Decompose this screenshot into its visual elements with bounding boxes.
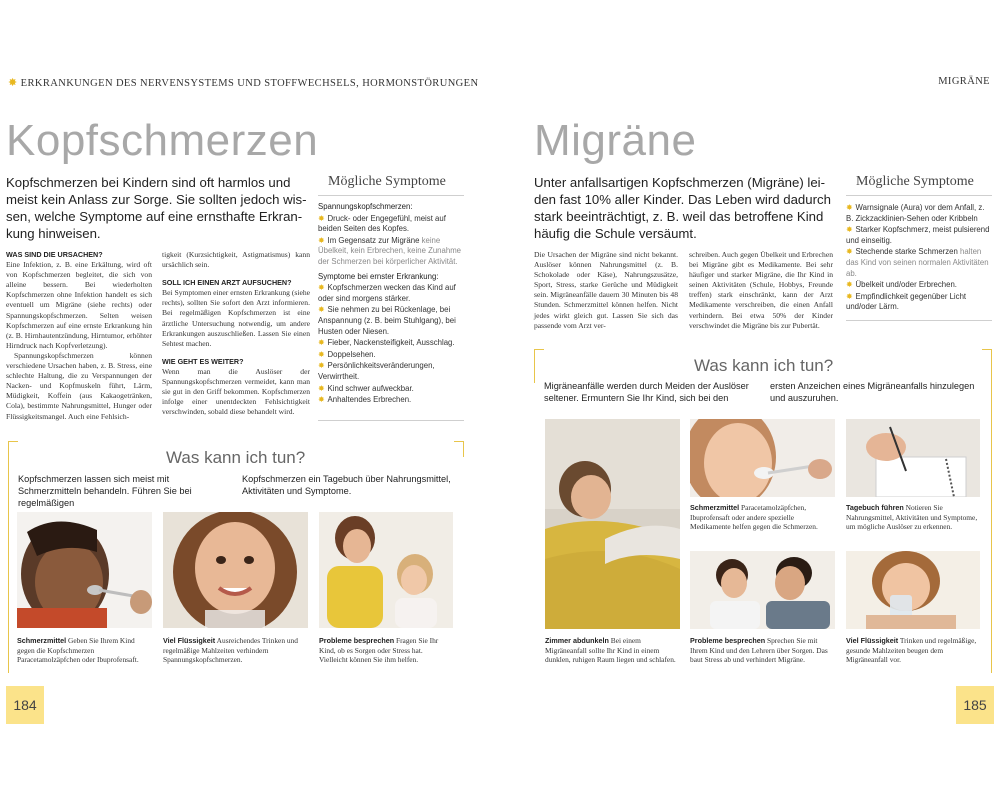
- running-head-left: ✸ ERKRANKUNGEN DES NERVENSYSTEMS UND STOFFWECHSELS, HORMONSTÖRUNGEN: [8, 77, 479, 89]
- right-page: [500, 0, 1000, 800]
- photo-girl-drinking-water: [846, 551, 980, 629]
- symptoms-title-left: Mögliche Symptome: [328, 174, 446, 189]
- caption-zimmer: Zimmer abdunkeln Bei einem Migräneanfall sollte Ihr Kind in einem dunklen, ruhigen Raum liegen und schlafen.: [545, 636, 676, 665]
- page-title-migraene: Migräne: [534, 116, 697, 165]
- caption-probleme-right: Probleme besprechen Sprechen Sie mit Ihrem Kind und den Lehrern über Sorgen. Das baut Stress ab und verhindert Migräne.: [690, 636, 828, 665]
- heading-arzt: SOLL ICH EINEN ARZT AUFSUCHEN?: [162, 278, 292, 288]
- body-column-2: tigkeit (Kurzsichtigkeit, Astigmatismus) kann ursächlich sein. SOLL ICH EINEN ARZT AUFSUCHEN? Bei Symptomen einer ernsten Erkrankung (siehe rechts), sollten Sie sofort den Arzt informieren. Bei regelmäßigen Kopfschmerzen ist eine ärztliche Untersuchung notwendig, um andere Erkrankungen auszuschließen. Lassen Sie einen Sehtest machen. WIE GEHT ES WEITER? Wenn man die Auslöser der Spannungskopfschmerzen vermeidet, kann man sie gut in den Griff bekommen. Kopfschmerzen infolge einer unentdeckten Fehlsichtigkeit verschwinden, sobald diese behandelt wird.: [162, 250, 310, 417]
- page-number-left: 184: [6, 686, 44, 724]
- list-item: ✸ Empfindlichkeit gegenüber Licht und/oder Lärm.: [846, 291, 967, 312]
- caption-tagebuch: Tagebuch führen Notieren Sie Nahrungsmittel, Aktivitäten und Symptome, um mögliche Auslöser zu erkennen.: [846, 503, 978, 532]
- photo-mother-child-talk: [319, 512, 453, 628]
- caption-fluessigkeit-right: Viel Flüssigkeit Trinken und regelmäßige, gesunde Mahlzeiten beugen dem Migräneanfall vor.: [846, 636, 977, 665]
- caption-fluessigkeit: Viel Flüssigkeit Ausreichendes Trinken und regelmäßige Mahlzeiten verhindern Spannungskopfschmerzen.: [163, 636, 298, 665]
- list-item: ✸ Übelkeit und/oder Erbrechen.: [846, 280, 957, 290]
- symptoms-title-right: Mögliche Symptome: [856, 174, 974, 189]
- wkt-intro-left-2: Kopfschmerzen ein Tagebuch über Nahrungsmittel, Aktivitäten und Symptome.: [242, 474, 451, 496]
- symptoms-box-right: [846, 195, 992, 321]
- body-column-3: Die Ursachen der Migräne sind nicht bekannt. Auslöser können Nahrungsmittel (z. B. Schokolade oder Käse), Nahrungszusätze, Sport, Stress, starke Gerüche und Müdigkeit sein. Migräneanfälle dauern 30 Minuten bis 48 Stunden. Schmerzmittel können helfen. Nicht jedes wirkt gleich gut. Lassen Sie sich das passende vom Arzt ver-: [534, 250, 678, 330]
- page-number-right: 185: [956, 686, 994, 724]
- list-item: ✸ Persönlichkeitsveränderungen, Verwirrtheit.: [318, 361, 435, 381]
- list-item: ✸ Kopfschmerzen wecken das Kind auf oder sind morgens stärker.: [318, 283, 456, 303]
- body-column-1: WAS SIND DIE URSACHEN? Eine Infektion, z. B. eine Erkältung, wird oft von Kopfschmerzen begleitet, die sich von alleine bessern. Bei wiederholten Kopfschmerzen ohne Infektion handelt es sich eventuell um Migräne (siehe rechts) oder Spannungskopfschmerzen. Selten weisen Kopfschmerzen auf eine ernste Erkrankung hin (z. B. Hirnhautentzündung, Hirntumor, erhöhter Hirndruck nach Kopfverletzung). Spannungskopfschmerzen können verschiedene Ursachen haben, z. B. Stress, eine schlechte Haltung, die zu Verspannungen der Nacken- und Kopfmuskeln führt, Lärm, Müdigkeit, Koffein (aus Kakaogetränken, Cola), bestimmte Nahrungsmittel, Hunger oder Flüssigkeitsmangel. Auch eine Fehlsich-: [6, 250, 152, 421]
- list-item: ✸ Fieber, Nackensteifigkeit, Ausschlag.: [318, 338, 455, 348]
- wkt-intro-right-2: ersten Anzeichen eines Migräneanfalls hinzulegen und auszuruhen.: [770, 381, 975, 403]
- list-item: ✸ Sie nehmen zu bei Rückenlage, bei Anspannung (z. B. beim Stuhlgang), bei Husten oder Niesen.: [318, 305, 456, 336]
- page-title-kopfschmerzen: Kopfschmerzen: [6, 116, 319, 165]
- photo-child-medicine: [17, 512, 152, 628]
- wkt-intro-left-1: Kopfschmerzen lassen sich meist mit Schmerzmitteln behandeln. Führen Sie bei regelmäßigen: [18, 474, 192, 508]
- photo-father-son-talk: [690, 551, 835, 629]
- list-item: ✸ Doppelsehen.: [318, 349, 376, 359]
- list-item: ✸ Anhaltendes Erbrechen.: [318, 395, 412, 405]
- photo-child-medicine-spoon: [690, 419, 835, 497]
- heading-weiter: WIE GEHT ES WEITER?: [162, 356, 244, 366]
- list-item: ✸ Starker Kopfschmerz, meist pulsierend und einseitig.: [846, 225, 990, 245]
- running-head-right: MIGRÄNE: [938, 76, 990, 87]
- caption-schmerzmittel-right: Schmerzmittel Paracetamolzäpfchen, Ibuprofensaft oder andere spezielle Medikamente helfen gegen die Schmerzen.: [690, 503, 818, 532]
- lead-paragraph-right: Unter anfallsartigen Kopfschmerzen (Migräne) lei- den fast 10% aller Kinder. Das Leben wird dadurch stark beeinträchtigt, z. B. weil das betroffene Kind häufig die Schule versäumt.: [534, 175, 831, 241]
- list-item: ✸ Im Gegensatz zur Migräne keine Übelkeit, kein Erbrechen, keine Zunahme der Schmerzen bei körperlicher Aktivität.: [318, 235, 462, 266]
- caption-schmerzmittel: Schmerzmittel Geben Sie Ihrem Kind gegen die Kopfschmerzen Paracetamolzäpfchen oder Ibuprofensaft.: [17, 636, 139, 665]
- list-item: ✸ Kind schwer aufweckbar.: [318, 383, 414, 393]
- symptoms-box-left: Spannungskopfschmerzen: ✸ Druck- oder Engegefühl, meist auf beiden Seiten des Kopfes. ✸ Im Gegensatz zur Migräne keine Übelkeit, kein Erbrechen, keine Zunahme der Schmerzen bei körperlicher Aktivität. Symptome bei ernster Erkrankung: ✸ Kopfschmerzen wecken das Kind auf oder sind morgens stärker. ✸ Sie nehmen zu bei Rückenlage, bei Anspannung (z. B. beim Stuhlgang), bei Husten oder Niesen. ✸ Fieber, Nackensteifigkeit, Ausschlag. ✸ Doppelsehen. ✸ Persönlichkeitsveränderungen, Verwirrtheit. ✸ Kind schwer aufweckbar. ✸ Anhaltendes Erbrechen.: [318, 195, 464, 421]
- lead-paragraph-left: Kopfschmerzen bei Kindern sind oft harmlos und meist kein Anlass zur Sorge. Sie sollten jedoch wis- sen, welche Symptome auf eine ernsthafte Erkran- kung hinweisen.: [6, 175, 307, 241]
- wkt-title-right: Was kann ich tun?: [694, 356, 834, 375]
- list-item: ✸ Warnsignale (Aura) vor dem Anfall, z. B. Zickzacklinien-Sehen oder Kribbeln: [846, 203, 985, 223]
- body-column-4: schreiben. Auch gegen Übelkeit und Erbrechen bei Migräne gibt es Medikamente. Bei sehr häufiger und starker Migräne, die Ihr Kind in seinen Aktivitäten (Schule, Hobbys, Freunde treffen) stark einschränkt, kann der Arzt Medikamente verschreiben, die einen Anfall verhindern. Bei etwa 50% der Kinder verschwindet die Migräne bis zur Pubertät.: [689, 250, 833, 330]
- list-item: ✸ Druck- oder Engegefühl, meist auf beiden Seiten des Kopfes.: [318, 213, 446, 234]
- wkt-intro-right-1: Migräneanfälle werden durch Meiden der Auslöser seltener. Ermuntern Sie Ihr Kind, sich bei den: [544, 381, 749, 403]
- photo-girl-drinking: [163, 512, 308, 628]
- heading-ursachen: WAS SIND DIE URSACHEN?: [6, 250, 103, 259]
- photo-boy-sleeping: [545, 419, 680, 629]
- star-icon: ✸: [8, 77, 18, 89]
- photo-diary-writing: [846, 419, 980, 497]
- caption-probleme: Probleme besprechen Fragen Sie Ihr Kind, ob es Sorgen oder Stress hat. Vielleicht können Sie ihm helfen.: [319, 636, 439, 665]
- list-item: ✸ Stechende starke Schmerzen halten das Kind von seinen normalen Aktivitäten ab.: [846, 247, 989, 278]
- wkt-title-left: Was kann ich tun?: [166, 448, 306, 467]
